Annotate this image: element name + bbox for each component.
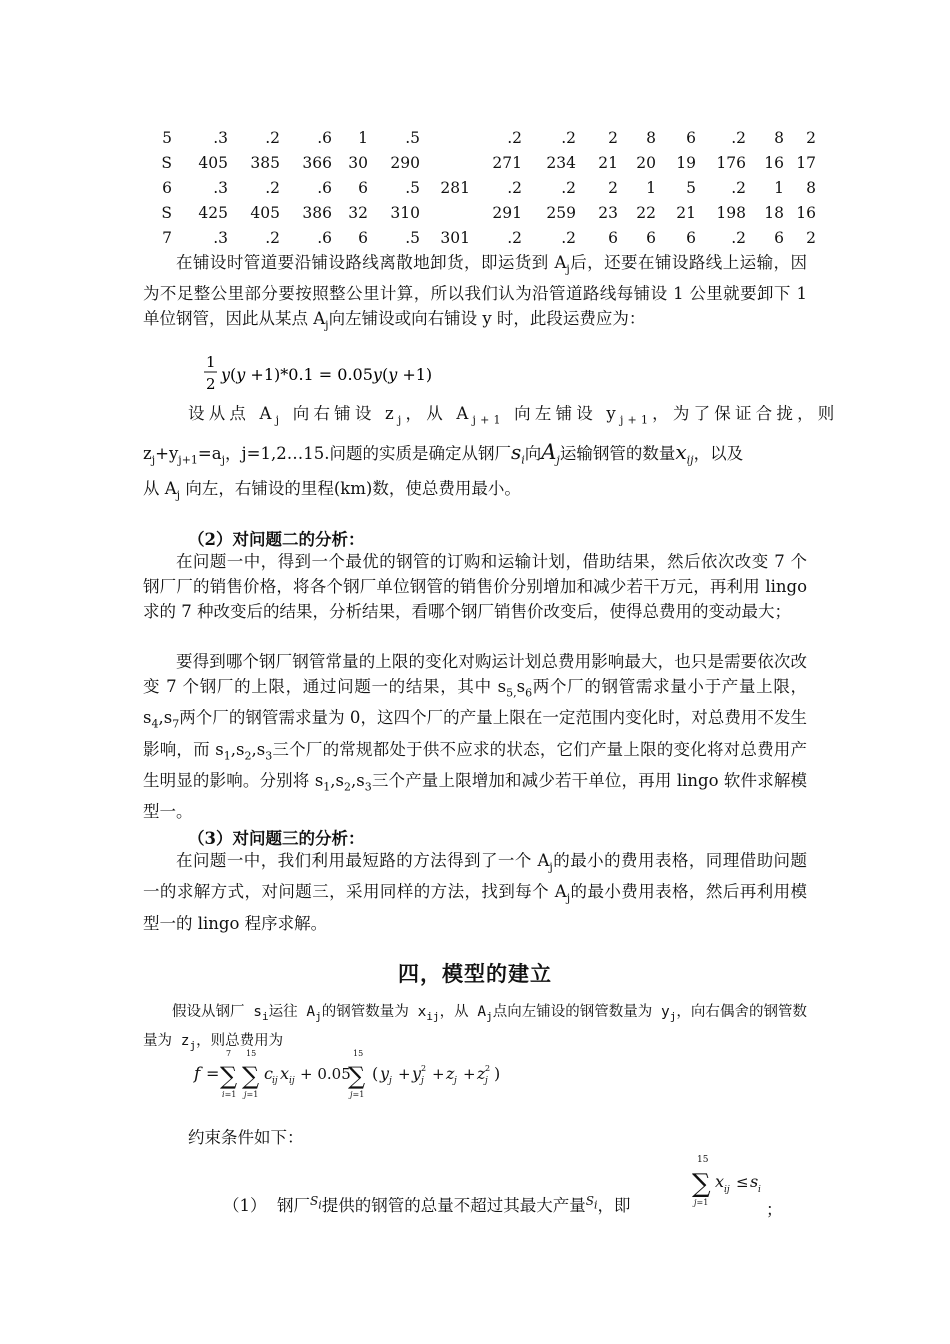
svg-text:(: (	[372, 1064, 379, 1083]
table-cell: .2	[561, 229, 576, 247]
table-cell: 6	[774, 229, 784, 247]
table-cell: 310	[390, 204, 420, 222]
table-cell: 5	[686, 179, 696, 197]
table-cell: 7	[162, 229, 172, 247]
svg-text:y: y	[412, 1064, 422, 1083]
svg-text:+ 0.05: + 0.05	[300, 1065, 351, 1083]
svg-text:∑: ∑	[220, 1062, 238, 1090]
svg-text:+: +	[463, 1065, 476, 1083]
table-cell: 271	[492, 154, 522, 172]
table-cell: 301	[440, 229, 470, 247]
table-row	[148, 204, 828, 228]
table-cell: S	[161, 204, 172, 222]
chapter-title: 四，模型的建立	[398, 961, 552, 986]
table-cell: 20	[636, 154, 656, 172]
svg-text:7: 7	[226, 1049, 232, 1058]
svg-text:): )	[494, 1064, 501, 1083]
table-cell: 6	[358, 179, 368, 197]
table-cell: 18	[764, 204, 784, 222]
table-cell: 19	[676, 154, 696, 172]
svg-text:+: +	[398, 1065, 411, 1083]
table-cell: 366	[302, 154, 332, 172]
svg-text:j: j	[485, 1076, 488, 1086]
constraint-1-semicolon: ；	[766, 1200, 783, 1219]
table-cell: 405	[198, 154, 228, 172]
table-cell: .2	[561, 179, 576, 197]
table-cell: 281	[440, 179, 470, 197]
table-cell: 6	[646, 229, 656, 247]
formula-total-cost	[190, 1048, 530, 1106]
table-cell: .5	[405, 129, 420, 147]
svg-text:y(y +1)*0.1 = 0.05y(y +1): y(y +1)*0.1 = 0.05y(y +1)	[221, 365, 433, 384]
table-cell: 290	[390, 154, 420, 172]
table-cell: 1	[646, 179, 656, 197]
svg-text:j: j	[454, 1076, 457, 1086]
table-cell: 16	[796, 204, 816, 222]
table-row	[148, 129, 828, 153]
table-cell: 385	[250, 154, 280, 172]
svg-text:j=1: j=1	[244, 1090, 259, 1099]
table-cell: 23	[598, 204, 618, 222]
table-cell: 6	[686, 229, 696, 247]
table-cell: 30	[348, 154, 368, 172]
svg-text:15: 15	[246, 1049, 257, 1058]
constraint-1-text: （1） 钢厂$^{S_i}$提供的钢管的总量不超过其最大产量$^{S_i}$，即	[223, 1194, 631, 1215]
paragraph-unloading: 在铺设时管道要沿铺设路线离散地卸货，即运货到 $A_j$后，还要在铺设路线上运输，因为不足整公里部分要按照整公里计算，所以我们认为沿管道路线每铺设 1 公里就要卸下 1 单位钢管，因此从某点 $A_j$向左铺设或向右铺设 y 时，此段运费应为：	[143, 253, 807, 332]
table-cell: 405	[250, 204, 280, 222]
table-cell: 291	[492, 204, 522, 222]
svg-text:c: c	[264, 1064, 273, 1083]
svg-text:15: 15	[697, 1155, 709, 1165]
table-cell: 198	[716, 204, 746, 222]
table-cell: .2	[507, 129, 522, 147]
table-cell: .5	[405, 179, 420, 197]
svg-text:15: 15	[353, 1049, 364, 1058]
svg-text:ij: ij	[289, 1076, 295, 1086]
svg-text:1: 1	[206, 353, 216, 371]
svg-text:i: i	[758, 1185, 761, 1195]
svg-text:∑: ∑	[242, 1062, 260, 1090]
paragraph-laying-left: 设从点 $A_j$ 向右铺设 $z_j$，从 $A_{j+1}$ 向左铺设 $y_{j+1}$，为了保证合拢，则	[188, 404, 839, 427]
table-cell: 386	[302, 204, 332, 222]
table-cell: 2	[806, 129, 816, 147]
table-cell: .3	[213, 179, 228, 197]
table-cell: 8	[806, 179, 816, 197]
svg-text:=: =	[206, 1064, 220, 1083]
table-cell: 6	[686, 129, 696, 147]
svg-text:2: 2	[421, 1064, 427, 1073]
svg-text:2: 2	[206, 375, 216, 393]
table-cell: 8	[774, 129, 784, 147]
table-cell: .2	[561, 129, 576, 147]
svg-text:ij: ij	[272, 1076, 278, 1086]
table-cell: .2	[507, 179, 522, 197]
table-cell: 176	[716, 154, 746, 172]
svg-text:j=1: j=1	[694, 1198, 709, 1207]
paragraph-problem2-price: 在问题一中，得到一个最优的钢管的订购和运输计划，借助结果，然后依次改变 7 个钢厂厂的销售价格，将各个钢厂单位钢管的销售价分别增加和减少若干万元，再利用 lingo 求的 7 种改变后的结果，分析结果，看哪个钢厂销售价改变后，使得总费用的变动最大；	[143, 552, 807, 621]
table-cell: .2	[507, 229, 522, 247]
table-row	[148, 154, 828, 178]
table-cell: 16	[764, 154, 784, 172]
svg-text:z: z	[446, 1064, 455, 1083]
table-cell: .2	[265, 129, 280, 147]
svg-text:f: f	[194, 1064, 201, 1084]
table-cell: .5	[405, 229, 420, 247]
table-row	[148, 179, 828, 203]
table-cell: .6	[317, 129, 332, 147]
svg-text:j=1: j=1	[350, 1090, 365, 1099]
svg-text:x: x	[280, 1064, 290, 1083]
svg-text:j: j	[389, 1076, 392, 1086]
svg-text:∑: ∑	[692, 1169, 711, 1199]
svg-text:z: z	[477, 1064, 486, 1083]
section-title-problem2: （2）对问题二的分析：	[188, 530, 365, 549]
constraint-1-formula	[688, 1152, 778, 1212]
svg-text:x: x	[715, 1172, 725, 1191]
table-cell: 2	[608, 179, 618, 197]
table-cell: 259	[546, 204, 576, 222]
paragraph-problem3: 在问题一中，我们利用最短路的方法得到了一个 $A_j$的最小的费用表格，同理借助问题一的求解方式，对问题三，采用同样的方法，找到每个 $A_j$的最小费用表格，然后再利用模型一的 lingo 程序求解。	[143, 851, 807, 933]
table-cell: .6	[317, 229, 332, 247]
table-cell: 6	[358, 229, 368, 247]
table-cell: .2	[265, 179, 280, 197]
table-cell: .2	[731, 129, 746, 147]
table-cell: 234	[546, 154, 576, 172]
constraints-label: 约束条件如下：	[188, 1128, 304, 1147]
table-cell: 6	[608, 229, 618, 247]
table-cell: .6	[317, 179, 332, 197]
paragraph-problem-essence: $z_j+y_{j+1}=a_j$，j=1,2…15.问题的实质是确定从钢厂$s_i$向$A_j$运输钢管的数量$x_{ij}$，以及	[143, 440, 744, 467]
table-cell: 425	[198, 204, 228, 222]
table-cell: 5	[162, 129, 172, 147]
table-cell: .3	[213, 129, 228, 147]
table-cell: .2	[265, 229, 280, 247]
formula-segment-cost	[203, 352, 443, 400]
svg-text:∑: ∑	[348, 1062, 366, 1090]
table-cell: 8	[646, 129, 656, 147]
table-cell: S	[161, 154, 172, 172]
table-cell: 2	[806, 229, 816, 247]
table-cell: 6	[162, 179, 172, 197]
svg-text:j: j	[421, 1076, 424, 1086]
svg-text:ij: ij	[724, 1185, 730, 1195]
table-cell: .2	[731, 229, 746, 247]
svg-text:2: 2	[485, 1064, 491, 1073]
table-cell: 21	[598, 154, 618, 172]
table-cell: 17	[796, 154, 816, 172]
svg-text:y: y	[380, 1064, 390, 1083]
table-cell: 22	[636, 204, 656, 222]
svg-text:+: +	[432, 1065, 445, 1083]
table-cell: .3	[213, 229, 228, 247]
table-cell: 32	[348, 204, 368, 222]
paragraph-model-assumption: 假设从钢厂 $s_i$运往 $A_j$的钢管数量为 $x_{ij}$，从 $A_j$点向左铺设的钢管数量为 $y_j$，向右偶舍的钢管数量为 $z_j$，则总费用为	[143, 1004, 807, 1052]
section-title-problem3: （3）对问题三的分析：	[188, 829, 365, 848]
paragraph-problem2-capacity: 要得到哪个钢厂钢管常量的上限的变化对购运计划总费用影响最大，也只是需要依次改变 7 个钢厂的上限，通过问题一的结果，其中 $s_{5,}s_6$两个厂的钢管需求量小于产量上限，$s_4,s_7$两个厂的钢管需求量为 0，这四个厂的产量上限在一定范围内变化时，对总费用不发生影响，而 $s_1,s_2,s_3$三个厂的常规都处于供不应求的状态，它们产量上限的变化将对总费用产生明显的影响。分别将 $s_1,s_2,s_3$三个产量上限增加和减少若干单位，再用 lingo 软件求解模型一。	[143, 652, 808, 822]
table-cell: 21	[676, 204, 696, 222]
paragraph-mileage: 从 $A_j$ 向左，右铺设的里程(km)数，使总费用最小。	[143, 479, 521, 502]
table-cell: .2	[731, 179, 746, 197]
svg-text:s: s	[750, 1172, 759, 1191]
table-cell: 2	[608, 129, 618, 147]
svg-text:≤: ≤	[736, 1173, 749, 1191]
table-cell: 1	[774, 179, 784, 197]
svg-text:i=1: i=1	[222, 1090, 237, 1099]
table-cell: 1	[358, 129, 368, 147]
